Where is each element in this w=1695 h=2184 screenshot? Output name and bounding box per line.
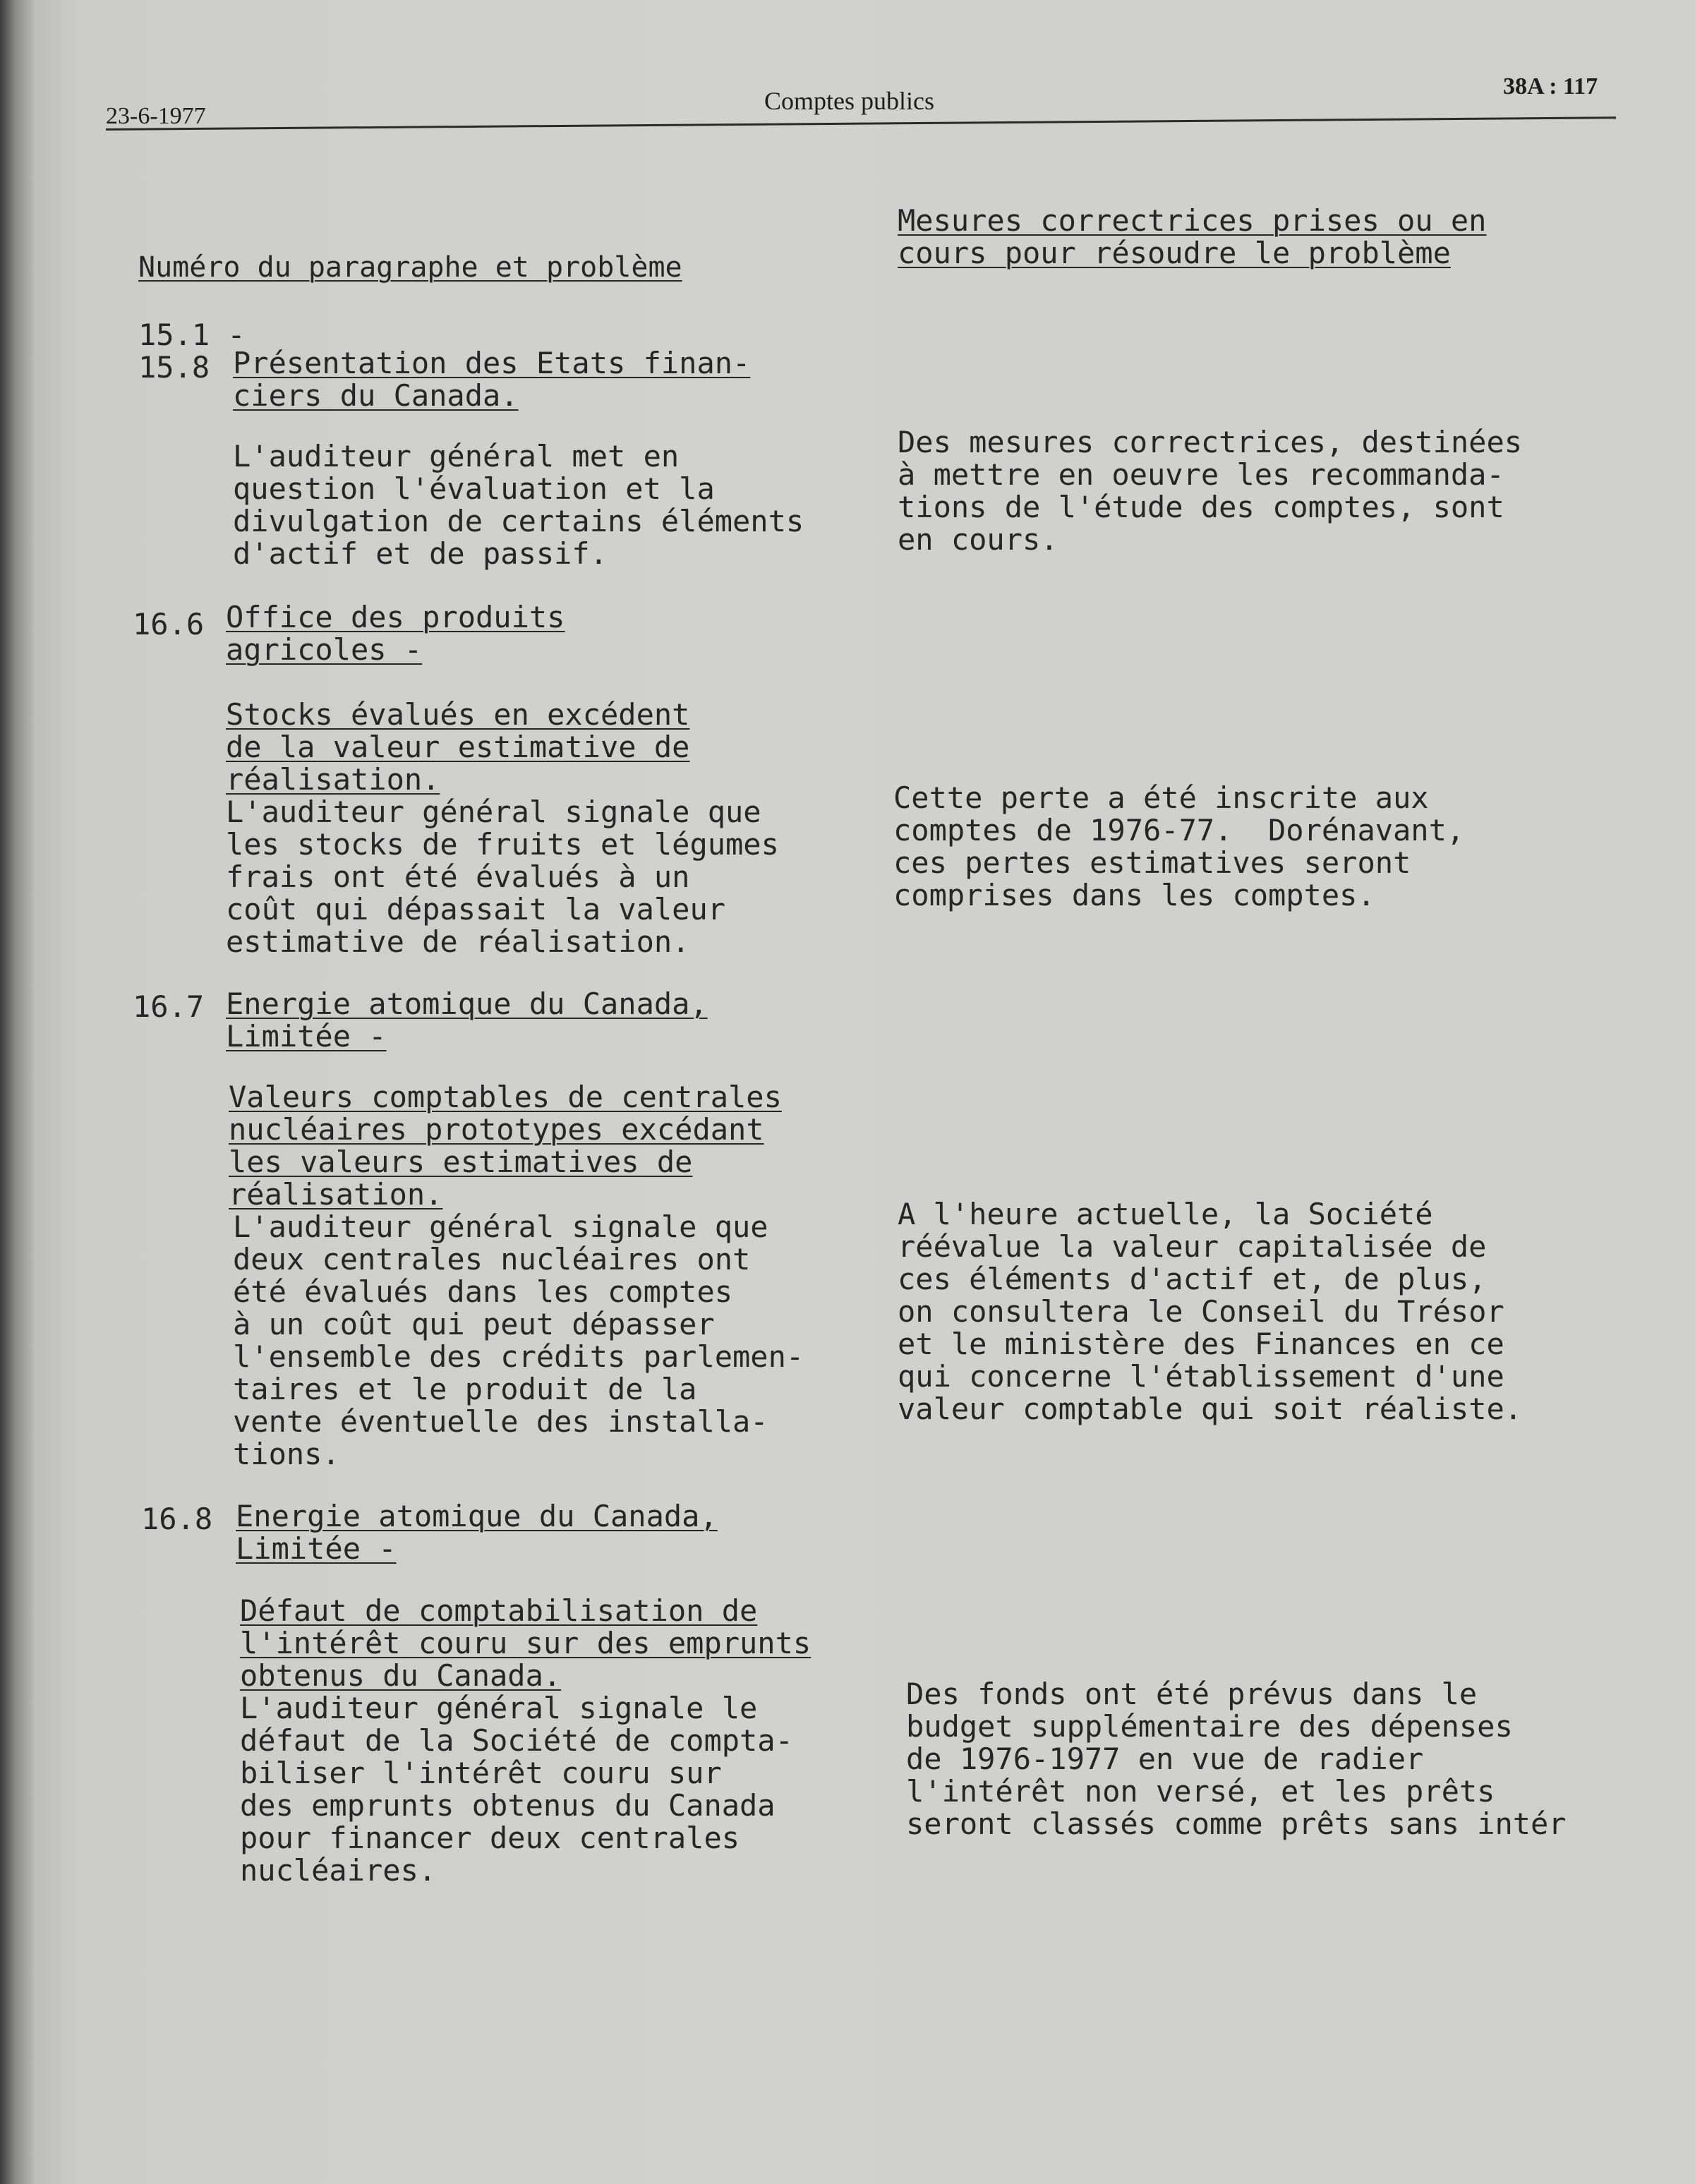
entry-title-line: Energie atomique du Canada, — [236, 1499, 718, 1533]
entry-subtitle-line: réalisation. — [229, 1177, 443, 1212]
problem-line: les stocks de fruits et légumes — [226, 827, 779, 862]
problem-line: frais ont été évalués à un — [226, 859, 690, 894]
problem-line: L'auditeur général signale que — [233, 1209, 768, 1244]
entry-subtitle-line: réalisation. — [226, 762, 440, 797]
action-line: à mettre en oeuvre les recommanda- — [898, 457, 1504, 492]
problem-line: divulgation de certains éléments — [233, 504, 804, 538]
entry-title-line: Limitée - — [226, 1019, 387, 1054]
left-column-heading: Numéro du paragraphe et problème — [138, 251, 682, 284]
problem-line: des emprunts obtenus du Canada — [240, 1788, 776, 1823]
right-column-heading-line-1: Mesures correctrices prises ou en — [898, 203, 1487, 238]
problem-line: deux centrales nucléaires ont — [233, 1242, 751, 1277]
entry-subtitle-line: Valeurs comptables de centrales — [229, 1080, 782, 1114]
entry-title-line: agricoles - — [226, 632, 423, 667]
problem-line: vente éventuelle des installa- — [233, 1404, 768, 1439]
action-line: Des mesures correctrices, destinées — [898, 425, 1523, 459]
problem-line: été évalués dans les comptes — [233, 1274, 733, 1309]
action-line: Des fonds ont été prévus dans le — [906, 1677, 1478, 1711]
entry-subtitle-line: Défaut de comptabilisation de — [240, 1593, 758, 1628]
entry-title-line: ciers du Canada. — [233, 378, 519, 413]
action-line: Cette perte a été inscrite aux — [893, 780, 1429, 815]
entry-number: 15.8 — [138, 350, 210, 385]
action-line: ces éléments d'actif et, de plus, — [898, 1262, 1487, 1296]
entry-title-line: Energie atomique du Canada, — [226, 987, 708, 1021]
entry-title-line: Limitée - — [236, 1531, 397, 1566]
problem-line: défaut de la Société de compta- — [240, 1723, 793, 1758]
entry-subtitle-line: nucléaires prototypes excédant — [229, 1112, 764, 1147]
action-line: l'intérêt non versé, et les prêts — [906, 1774, 1495, 1809]
header-date: 23-6-1977 — [106, 103, 206, 129]
action-line: comprises dans les comptes. — [893, 878, 1375, 912]
problem-line: tions. — [233, 1437, 340, 1471]
entry-subtitle-line: l'intérêt couru sur des emprunts — [240, 1626, 812, 1660]
problem-line: à un coût qui peut dépasser — [233, 1307, 715, 1341]
problem-line: pour financer deux centrales — [240, 1821, 740, 1855]
entry-number: 16.8 — [141, 1502, 213, 1536]
action-line: ces pertes estimatives seront — [893, 845, 1411, 880]
entry-number: 16.7 — [133, 989, 205, 1024]
problem-line: estimative de réalisation. — [226, 924, 690, 959]
problem-line: l'ensemble des crédits parlemen- — [233, 1339, 804, 1374]
action-line: réévalue la valeur capitalisée de — [898, 1229, 1487, 1264]
action-line: A l'heure actuelle, la Société — [898, 1197, 1433, 1231]
problem-line: L'auditeur général signale que — [226, 795, 761, 829]
problem-line: taires et le produit de la — [233, 1372, 697, 1406]
entry-subtitle-line: les valeurs estimatives de — [229, 1145, 693, 1179]
header-page-number: 38A : 117 — [1503, 73, 1598, 99]
action-line: tions de l'étude des comptes, sont — [898, 490, 1504, 524]
problem-line: question l'évaluation et la — [233, 471, 715, 506]
problem-line: L'auditeur général met en — [233, 439, 680, 473]
book-binding-shadow — [0, 0, 34, 2184]
entry-number: 15.1 - — [138, 318, 246, 352]
problem-line: biliser l'intérêt couru sur — [240, 1756, 722, 1790]
entry-subtitle-line: Stocks évalués en excédent — [226, 697, 690, 732]
action-line: seront classés comme prêts sans intér — [906, 1806, 1567, 1841]
entry-subtitle-line: de la valeur estimative de — [226, 730, 690, 764]
header-title: Comptes publics — [764, 87, 934, 115]
action-line: on consultera le Conseil du Trésor — [898, 1294, 1504, 1329]
action-line: en cours. — [898, 522, 1058, 557]
problem-line: coût qui dépassait la valeur — [226, 892, 726, 927]
entry-title-line: Présentation des Etats finan- — [233, 346, 751, 380]
entry-number: 16.6 — [133, 607, 205, 641]
entry-subtitle-line: obtenus du Canada. — [240, 1658, 562, 1693]
action-line: budget supplémentaire des dépenses — [906, 1709, 1513, 1744]
entry-title-line: Office des produits — [226, 600, 565, 634]
problem-line: nucléaires. — [240, 1853, 437, 1888]
action-line: comptes de 1976-77. Dorénavant, — [893, 813, 1465, 847]
action-line: et le ministère des Finances en ce — [898, 1327, 1504, 1361]
action-line: qui concerne l'établissement d'une — [898, 1359, 1504, 1394]
problem-line: d'actif et de passif. — [233, 536, 608, 571]
action-line: de 1976-1977 en vue de radier — [906, 1742, 1424, 1776]
right-column-heading-line-2: cours pour résoudre le problème — [898, 236, 1451, 270]
action-line: valeur comptable qui soit réaliste. — [898, 1392, 1523, 1426]
problem-line: L'auditeur général signale le — [240, 1691, 758, 1725]
